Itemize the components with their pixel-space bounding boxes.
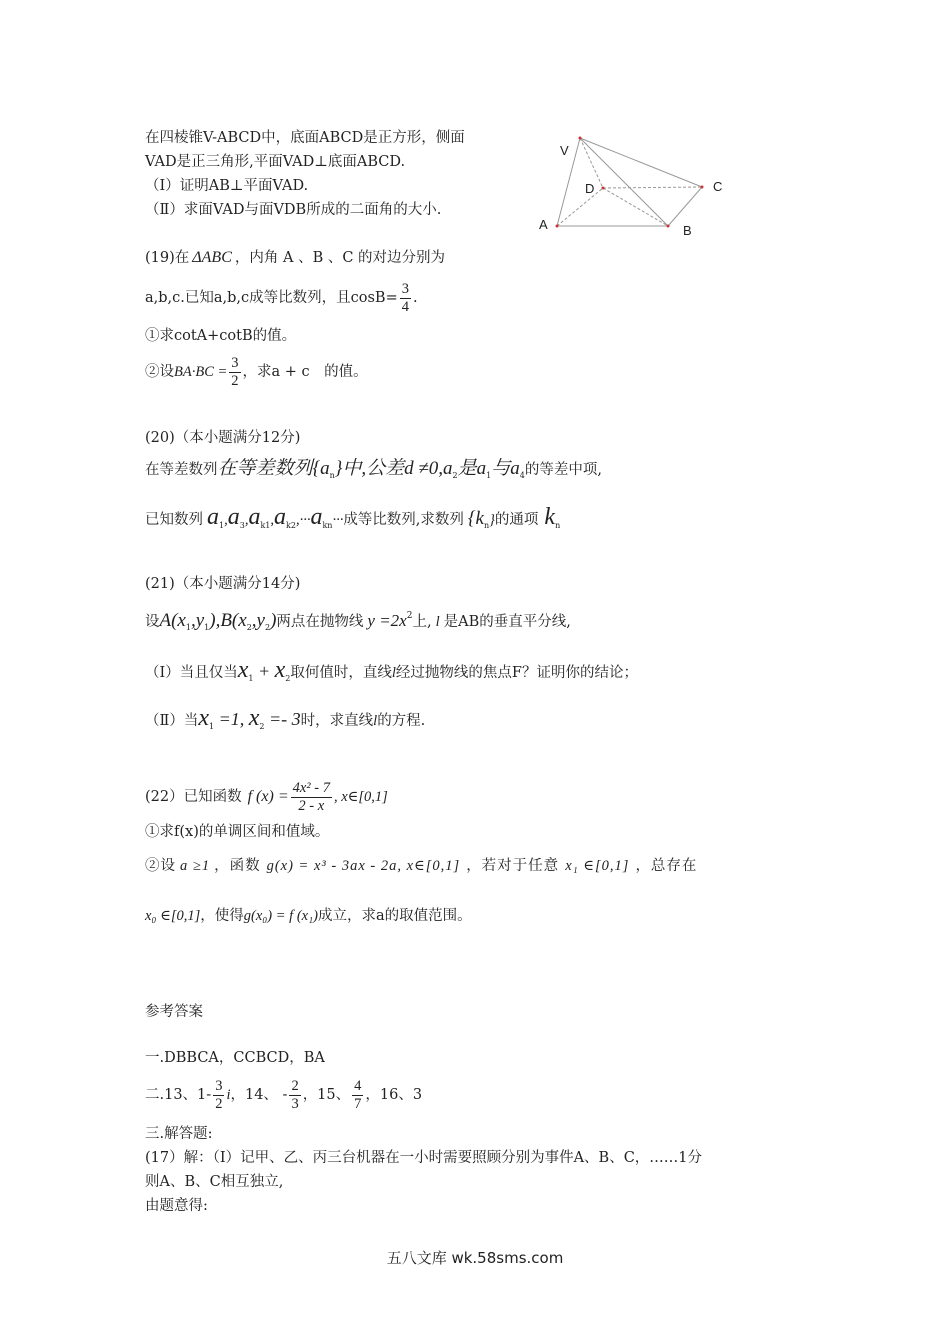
answers-title: 参考答案 xyxy=(145,1004,203,1020)
q21-header: (21)（本小题满分14分) xyxy=(145,576,301,592)
q21-line1: 设$A(x_1,y_1),B(x_2,y_2)$两点在抛物线 $y =2x^2$上, l 是AB的垂直平分线, xyxy=(145,610,571,632)
pyramid-figure xyxy=(525,128,725,243)
answers-17-line3: 由题意得: xyxy=(145,1198,208,1214)
q18-line1: 在四棱锥V-ABCD中，底面ABCD是正方形，侧面 xyxy=(145,130,465,146)
q18-line2: VAD是正三角形,平面VAD⊥底面ABCD. xyxy=(145,154,406,170)
q20-header: (20)（本小题满分12分) xyxy=(145,430,301,446)
q21-part2: （Ⅱ）当$x_1 =1$, $x_2 =- 3$时，求直线l的方程. xyxy=(145,705,426,731)
q20-line1: 在等差数列在等差数列$\{a_n\}$中,公差$d \ne 0,a_2$是$a_1$与$a_4$的等差中项, xyxy=(145,458,602,480)
answers-two: 二.13、1- $\frac{3}{2}$ i，14、 - $\frac{2}{3}$ ，15、 $\frac{4}{7}$ ，16、3 xyxy=(145,1077,423,1112)
q22-line1: (22）已知函数 f (x) = $\frac{\text{4x² - 7}}{2 - x}$ , x∈[0,1] xyxy=(145,779,388,814)
label-d: D xyxy=(585,181,595,196)
q19-item2: ②设BA·BC = $\frac{3}{2}$ ，求a + c 的值。 xyxy=(145,354,368,389)
q18-part2: （Ⅱ）求面VAD与面VDB所成的二面角的大小. xyxy=(145,202,442,218)
q19-line2: a,b,c.已知a,b,c成等比数列，且cosB= $\frac{3}{4}$ . xyxy=(145,280,418,315)
footer-source: 五八文库 wk.58sms.com xyxy=(386,1249,564,1267)
q20-line2: 已知数列 $a_1,a_3,a_{k1},a_{k2},\cdot\cdot\cdot a_{kn}\cdot\cdot\cdot$成等比数列,求数列 $\{k_n\}$的通项 $k_n$ xyxy=(145,504,561,530)
answers-17-line2: 则A、B、C相互独立, xyxy=(145,1174,284,1190)
label-v: V xyxy=(560,143,569,158)
q19-line1: (19)在 ΔABC ，内角 A 、B 、C 的对边分别为 xyxy=(145,249,446,266)
answers-one: 一.DBBCA，CCBCD，BA xyxy=(145,1050,325,1066)
label-a: A xyxy=(539,217,548,232)
label-c: C xyxy=(713,179,723,194)
q19-item1: ①求cotA+cotB的值。 xyxy=(145,328,297,344)
q18-part1: （Ⅰ）证明AB⊥平面VAD. xyxy=(145,178,309,194)
q22-item1: ①求f(x)的单调区间和值域。 xyxy=(145,824,330,840)
q22-item2-line2: x₀ ∈[0,1]，使得g(x₀) = f (x₁)成立，求a的取值范围。 xyxy=(145,908,472,924)
q22-item2-line1: ②设 a ≥1 ，函数 g(x) = x³ - 3ax - 2a, x∈[0,1] ，若对于任意 x₁ ∈[0,1] ，总存在 xyxy=(145,858,698,874)
answers-three: 三.解答题: xyxy=(145,1126,213,1142)
answers-17-line1: (17）解：（Ⅰ）记甲、乙、丙三台机器在一小时需要照顾分别为事件A、B、C，……1分 xyxy=(145,1150,703,1166)
q21-part1: （Ⅰ）当且仅当$x_1 + x_2$取何值时，直线l经过抛物线的焦点F？证明你的结论； xyxy=(145,657,638,683)
label-b: B xyxy=(683,223,692,238)
